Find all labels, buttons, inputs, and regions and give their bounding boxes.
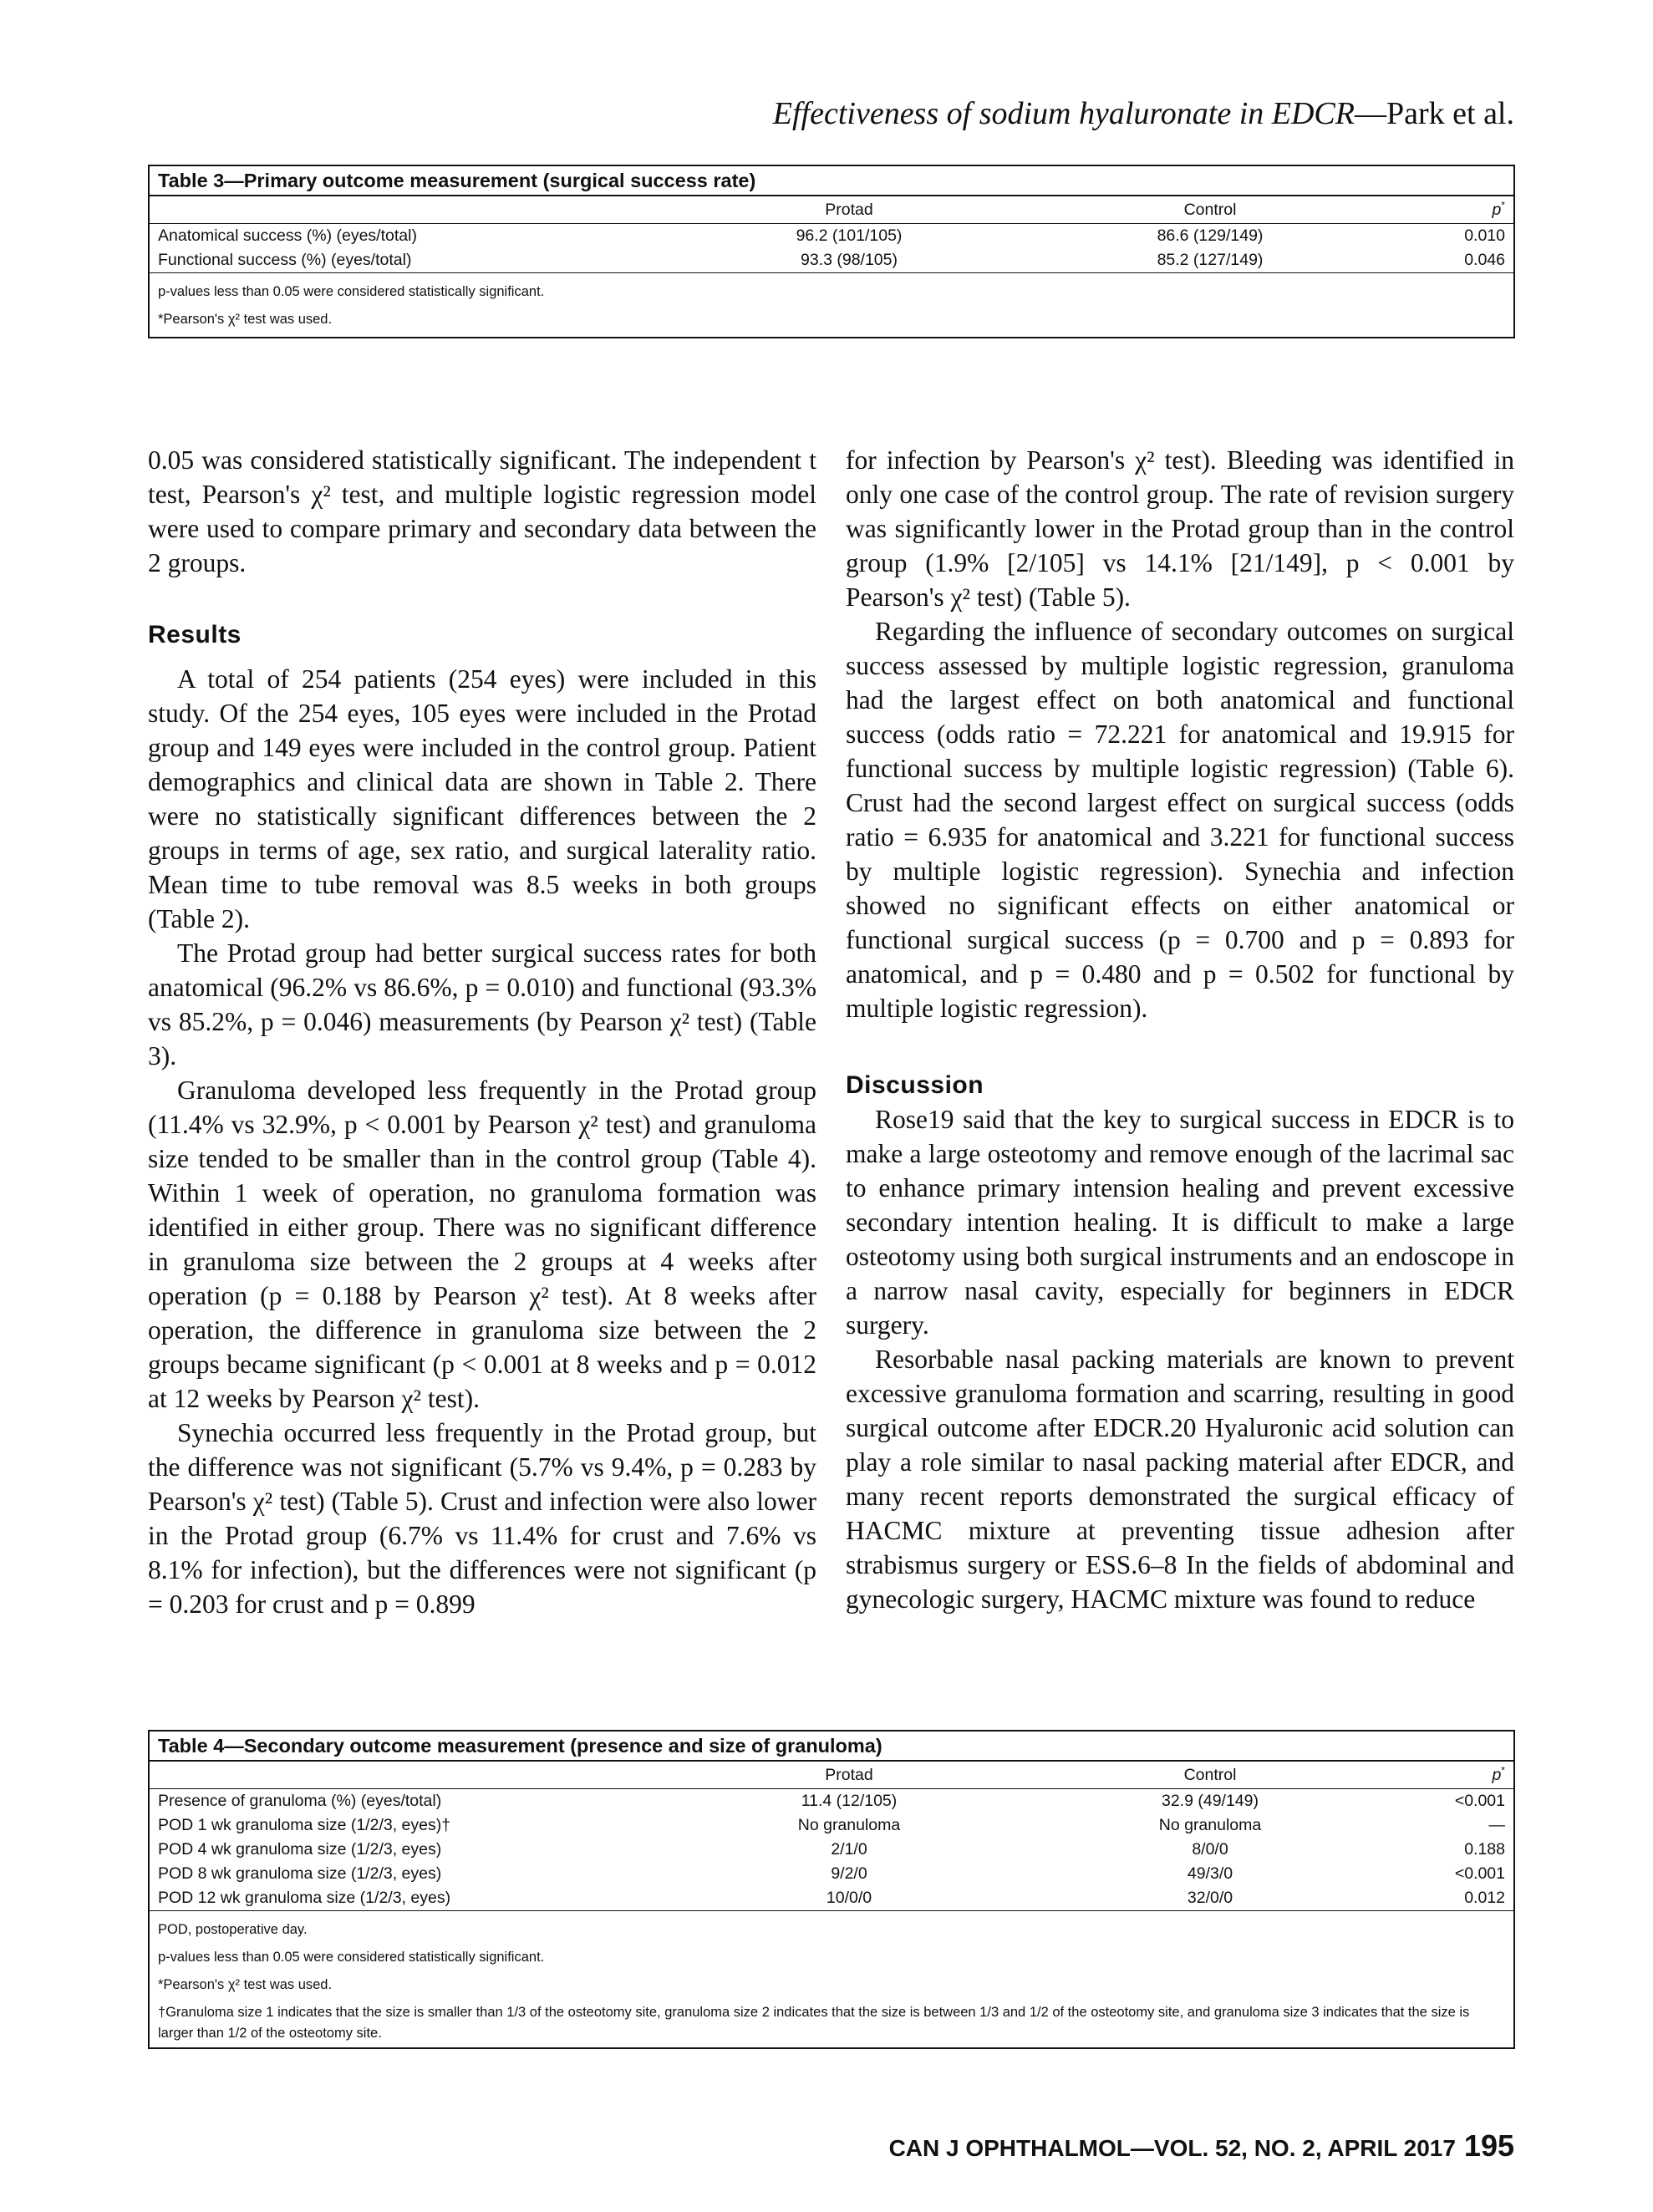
table-row xyxy=(150,1789,1513,1814)
paragraph: Granuloma developed less frequently in the Protad group (11.4% vs 32.9%, p < 0.001 by Pearson χ² test) and granuloma size tended to be smaller than in the control group (Table 4). Within 1 week of operation, no granuloma formation was identified in either group. There was no significant difference in granuloma size between the 2 groups at 4 weeks after operation (p = 0.188 by Pearson χ² test). At 8 weeks after operation, the difference in granuloma size between the 2 groups became significant (p < 0.001 at 8 weeks and p = 0.012 at 12 weeks by Pearson χ² test). xyxy=(148,1075,816,1413)
journal-citation: CAN J OPHTHALMOL—VOL. 52, NO. 2, APRIL 2017 xyxy=(888,2135,1456,2161)
table-cell: No granuloma xyxy=(1158,1816,1262,1834)
table-4-grid xyxy=(150,1762,1513,1911)
table-cell: 0.012 xyxy=(1416,1886,1513,1911)
left-column xyxy=(148,443,816,1621)
table-cell: 2/1/0 xyxy=(831,1840,867,1859)
table-cell: POD 4 wk granuloma size (1/2/3, eyes) xyxy=(158,1840,442,1859)
table-4-col-blank xyxy=(150,1762,694,1789)
paragraph: Synechia occurred less frequently in the Protad group, but the difference was not significant (5.7% vs 9.4%, p = 0.283 by Pearson's χ² test) (Table 5). Crust and infection were also lower in the Protad group (6.7% vs 11.4% for crust and 7.6% vs 8.1% for infection), but the differences were not significant (p = 0.203 for crust and p = 0.899 xyxy=(148,1418,816,1619)
table-row xyxy=(150,224,1513,249)
paragraph: Regarding the influence of secondary outcomes on surgical success assessed by multiple logistic regression, granuloma had the largest effect on both anatomical and functional success (odds ratio = 72.221 for anatomical and 19.915 for functional success by multiple logistic regression) (Table 6). Crust had the second largest effect on surgical success (odds ratio = 6.935 for anatomical and 3.221 for functional success by multiple logistic regression). Synechia and infection showed no significant effects on either anatomical or functional surgical success (p = 0.700 and p = 0.893 for anatomical, and p = 0.480 and p = 0.502 for functional by multiple logistic regression). xyxy=(846,617,1514,1023)
right-column xyxy=(846,443,1514,1616)
running-header xyxy=(773,95,1514,132)
running-header-title: Effectiveness of sodium hyaluronate in EDCR xyxy=(772,96,1355,131)
table-cell: <0.001 xyxy=(1454,1792,1505,1810)
paragraph: Resorbable nasal packing materials are known to prevent excessive granuloma formation and scarring, resulting in good surgical outcome after EDCR.20 Hyaluronic acid solution can play a role similar to nasal packing material after EDCR, and many recent reports demonstrated the surgical efficacy of HACMC mixture at preventing tissue adhesion after strabismus surgery or ESS.6–8 In the fields of abdominal and gynecologic surgery, HACMC mixture was found to reduce xyxy=(846,1345,1514,1614)
asterisk-mark: * xyxy=(1501,1764,1505,1776)
table-note: POD, postoperative day. xyxy=(158,1922,308,1937)
table-3-col-control: Control xyxy=(1005,196,1416,224)
paragraph: Rose19 said that the key to surgical success in EDCR is to make a large osteotomy and remove enough of the lacrimal sac to enhance primary intension healing and prevent excessive secondary intention healing. It is difficult to make a large osteotomy using both surgical instruments and an endoscope in a narrow nasal cavity, especially for beginners in EDCR surgery. xyxy=(846,1105,1514,1340)
paragraph: for infection by Pearson's χ² test). Bleeding was identified in only one case of the control group. The rate of revision surgery was significantly lower in the Protad group than in the control group (1.9% [2/105] vs 14.1% [21/149], p < 0.001 by Pearson's χ² test) (Table 5). xyxy=(846,445,1514,612)
table-3-col-blank xyxy=(150,196,694,224)
table-note: p-values less than 0.05 were considered statistically significant. xyxy=(158,284,545,299)
table-cell: POD 12 wk granuloma size (1/2/3, eyes) xyxy=(150,1886,694,1911)
table-3-notes xyxy=(150,273,1513,337)
table-cell: POD 8 wk granuloma size (1/2/3, eyes) xyxy=(158,1864,442,1883)
table-cell: Anatomical success (%) (eyes/total) xyxy=(158,226,417,245)
table-cell: 86.6 (129/149) xyxy=(1157,226,1264,245)
table-cell: 93.3 (98/105) xyxy=(694,248,1005,273)
table-cell: POD 1 wk granuloma size (1/2/3, eyes)† xyxy=(158,1816,451,1834)
table-4-footnote: †Granuloma size 1 indicates that the size is smaller than 1/3 of the osteotomy site, granuloma size 2 indicates that the size is between 1/3 and 1/2 of the osteotomy site, and granuloma size 3 indicates that the size is larger than 1/2 of the osteotomy site. xyxy=(158,2005,1470,2041)
table-note: p-values less than 0.05 were considered statistically significant. xyxy=(158,1950,545,1965)
table-cell: 10/0/0 xyxy=(694,1886,1005,1911)
table-cell: 0.046 xyxy=(1416,248,1513,273)
p-symbol: p xyxy=(1492,200,1502,219)
table-cell: 32.9 (49/149) xyxy=(1161,1792,1259,1810)
table-3 xyxy=(148,165,1515,338)
table-row xyxy=(150,1838,1513,1862)
table-cell: 0.188 xyxy=(1464,1840,1505,1859)
table-row xyxy=(150,1886,1513,1911)
asterisk-mark: * xyxy=(1501,199,1505,211)
table-4-title: Table 4—Secondary outcome measurement (presence and size of granuloma) xyxy=(150,1731,1513,1762)
table-cell: 9/2/0 xyxy=(831,1864,867,1883)
table-cell: — xyxy=(1488,1816,1505,1834)
running-header-authors: —Park et al. xyxy=(1354,96,1514,131)
table-cell: 49/3/0 xyxy=(1187,1864,1233,1883)
table-cell: 8/0/0 xyxy=(1192,1840,1228,1859)
table-cell: 85.2 (127/149) xyxy=(1005,248,1416,273)
table-4-header-row xyxy=(150,1762,1513,1789)
table-4-notes xyxy=(150,1911,1513,2002)
table-3-col-p xyxy=(1416,196,1513,224)
section-heading-discussion: Discussion xyxy=(846,1071,984,1099)
paragraph: A total of 254 patients (254 eyes) were included in this study. Of the 254 eyes, 105 eyes were included in the Protad group and 149 eyes were included in the control group. Patient demographics and clinical data are shown in Table 2. There were no statistically significant differences between the 2 groups in terms of age, sex ratio, and surgical laterality ratio. Mean time to tube removal was 8.5 weeks in both groups (Table 2). xyxy=(148,664,816,933)
table-4 xyxy=(148,1730,1515,2049)
table-cell: No granuloma xyxy=(797,1816,901,1834)
table-4-col-protad: Protad xyxy=(694,1762,1005,1789)
table-cell: Functional success (%) (eyes/total) xyxy=(150,248,694,273)
table-note: *Pearson's χ² test was used. xyxy=(158,1977,333,1992)
p-symbol: p xyxy=(1492,1765,1502,1784)
table-3-title: Table 3—Primary outcome measurement (surgical success rate) xyxy=(150,166,1513,196)
table-cell: <0.001 xyxy=(1454,1864,1505,1883)
paragraph: The Protad group had better surgical success rates for both anatomical (96.2% vs 86.6%, p = 0.010) and functional (93.3% vs 85.2%, p = 0.046) measurements (by Pearson χ² test) (Table 3). xyxy=(148,938,816,1070)
page-number: 195 xyxy=(1463,2128,1514,2163)
table-row xyxy=(150,1813,1513,1838)
table-3-col-protad: Protad xyxy=(694,196,1005,224)
table-3-grid xyxy=(150,196,1513,273)
table-cell: Presence of granuloma (%) (eyes/total) xyxy=(158,1792,442,1810)
table-cell: 11.4 (12/105) xyxy=(801,1792,898,1810)
table-cell: 32/0/0 xyxy=(1005,1886,1416,1911)
table-cell: 96.2 (101/105) xyxy=(796,226,903,245)
table-3-header-row xyxy=(150,196,1513,224)
page-footer xyxy=(889,2128,1514,2164)
paragraph: 0.05 was considered statistically significant. The independent t test, Pearson's χ² test, and multiple logistic regression model were used to compare primary and secondary data between the 2 groups. xyxy=(148,445,816,577)
section-heading-results: Results xyxy=(148,621,242,648)
table-row xyxy=(150,248,1513,273)
table-row xyxy=(150,1862,1513,1886)
table-cell: 0.010 xyxy=(1464,226,1505,245)
table-4-col-control: Control xyxy=(1005,1762,1416,1789)
table-note: *Pearson's χ² test was used. xyxy=(158,312,333,327)
table-4-col-p xyxy=(1416,1762,1513,1789)
